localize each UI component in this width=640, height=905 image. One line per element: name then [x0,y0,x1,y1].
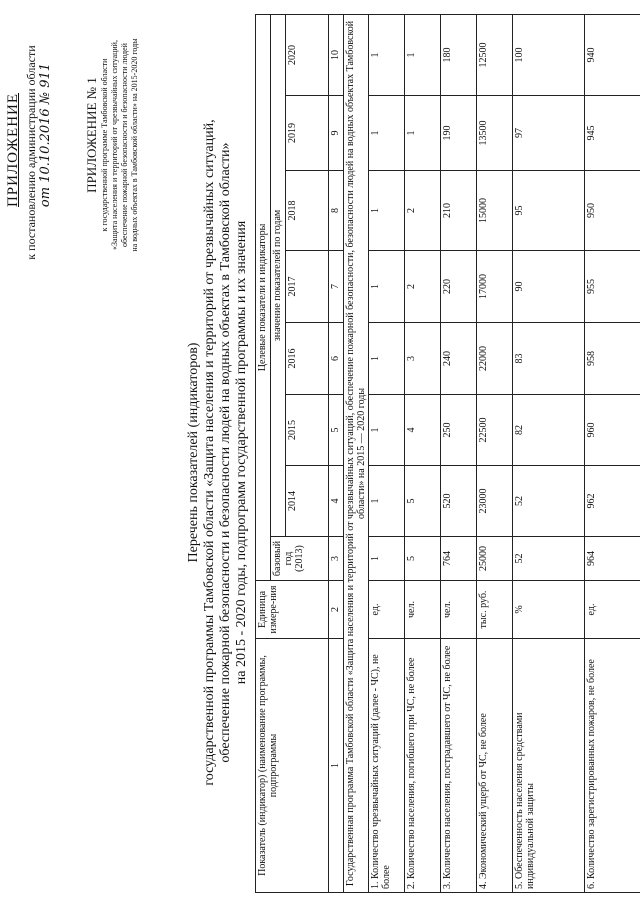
year-header: 2018 [286,171,329,251]
value-cell: 1 [369,96,405,171]
header-values-by-year: значение показателей по годам [271,14,286,536]
value-cell: 1 [405,96,441,171]
appendix-line-4: на водных объектах в Тамбовской области» на 2015-2020 годы [130,38,139,252]
appendix-title: ПРИЛОЖЕНИЕ [5,92,21,208]
value-cell: 12500 [477,14,513,95]
table-row [441,14,477,892]
indicator-unit: чел. [405,581,441,639]
table-row [477,14,513,892]
document-title-line-3: обеспечение пожарной безопасности и безопасности людей на водных объектах в Тамбовской области» [218,142,233,763]
column-number: 3 [329,537,344,581]
indicator-unit: тыс. руб. [477,581,513,639]
value-cell: 1 [369,171,405,251]
indicator-unit: ед. [585,581,640,639]
value-cell: 1 [369,395,405,466]
value-cell: 764 [441,537,477,581]
program-row [344,14,369,892]
value-cell: 240 [441,323,477,395]
table-row [405,14,441,892]
value-cell: 100 [513,14,585,95]
value-cell: 950 [585,171,640,251]
value-cell: 520 [441,466,477,537]
year-header: 2015 [286,395,329,466]
value-cell: 90 [513,251,585,323]
value-cell: 97 [513,96,585,171]
column-number: 5 [329,395,344,466]
value-cell: 22000 [477,323,513,395]
year-header: 2014 [286,466,329,537]
value-cell: 25000 [477,537,513,581]
value-cell: 955 [585,251,640,323]
column-number: 6 [329,323,344,395]
header-indicator-name: Показатель (индикатор) (наименование программы, подпрограммы [256,639,329,893]
appendix-number: ПРИЛОЖЕНИЕ № 1 [84,77,99,193]
value-cell: 52 [513,537,585,581]
indicator-name: 5. Обеспеченность населения средствами индивидуальной защиты [513,639,585,893]
table-row [585,14,640,892]
value-cell: 1 [369,14,405,95]
header-target-indicators: Целевые показатели и индикаторы [256,14,271,580]
decree-reference: к постановлению администрации области [24,45,38,260]
value-cell: 22500 [477,395,513,466]
value-cell: 2 [405,251,441,323]
indicator-name: 6. Количество зарегистрированных пожаров, не более [585,639,640,893]
indicator-unit: % [513,581,585,639]
value-cell: 945 [585,96,640,171]
value-cell: 958 [585,323,640,395]
value-cell: 5 [405,537,441,581]
handwritten-date: от 10.10.2016 № 911 [38,62,53,208]
value-cell: 1 [369,466,405,537]
indicator-name: 4. Экономический ущерб от ЧС, не более [477,639,513,893]
value-cell: 1 [369,537,405,581]
year-header: 2020 [286,14,329,95]
appendix-line-2: «Защита населения и территорий от чрезвычайных ситуаций, [110,40,119,250]
indicator-name: 3. Количество населения, пострадавшего от ЧС, не более [441,639,477,893]
column-number: 10 [329,14,344,95]
document-title-line-4: на 2015 - 2020 годы, подпрограмм государственной программы и их значения [234,220,249,685]
value-cell: 52 [513,466,585,537]
value-cell: 4 [405,395,441,466]
value-cell: 15000 [477,171,513,251]
column-number: 9 [329,96,344,171]
column-numbers-row [329,14,344,892]
value-cell: 190 [441,96,477,171]
value-cell: 5 [405,466,441,537]
value-cell: 220 [441,251,477,323]
indicator-unit: ед. [369,581,405,639]
value-cell: 1 [369,251,405,323]
value-cell: 3 [405,323,441,395]
value-cell: 13500 [477,96,513,171]
indicator-name: 2. Количество населения, погибшего при ЧС, не более [405,639,441,893]
document-title-line-1: Перечень показателей (индикаторов) [186,342,201,563]
value-cell: 95 [513,171,585,251]
column-number: 2 [329,581,344,639]
value-cell: 960 [585,395,640,466]
indicator-name: 1. Количество чрезвычайных ситуаций (далее - ЧС), не более [369,639,405,893]
indicators-table [255,14,640,893]
year-header: 2016 [286,323,329,395]
value-cell: 23000 [477,466,513,537]
value-cell: 180 [441,14,477,95]
column-number: 4 [329,466,344,537]
value-cell: 210 [441,171,477,251]
column-number: 7 [329,251,344,323]
value-cell: 940 [585,14,640,95]
indicator-unit: чел. [441,581,477,639]
value-cell: 1 [405,14,441,95]
value-cell: 250 [441,395,477,466]
value-cell: 964 [585,537,640,581]
value-cell: 17000 [477,251,513,323]
value-cell: 962 [585,466,640,537]
header-base-year: базовый год (2013) [271,537,329,581]
appendix-line-1: к государственной программе Тамбовской области [100,58,109,232]
column-number: 1 [329,639,344,893]
appendix-line-3: обеспечение пожарной безопасности и безопасности людей [120,43,129,247]
document-title-line-2: государственной программы Тамбовской области «Защита населения и территорий от чрезвычайных ситуаций, [202,119,217,786]
table-header-row-1 [256,14,271,892]
value-cell: 82 [513,395,585,466]
program-title-cell: Государственная программа Тамбовской области «Защита населения и территорий от чрезвычайных ситуаций, обеспечение пожарной безопасности, безопасности людей на водных объектах Тамбовской области» на 2015 — 2020 годы [344,14,369,892]
table-row [369,14,405,892]
value-cell: 83 [513,323,585,395]
table-row [513,14,585,892]
year-header: 2017 [286,251,329,323]
year-header: 2019 [286,96,329,171]
value-cell: 1 [369,323,405,395]
header-unit: Единица измере-ния [256,581,329,639]
value-cell: 2 [405,171,441,251]
column-number: 8 [329,171,344,251]
